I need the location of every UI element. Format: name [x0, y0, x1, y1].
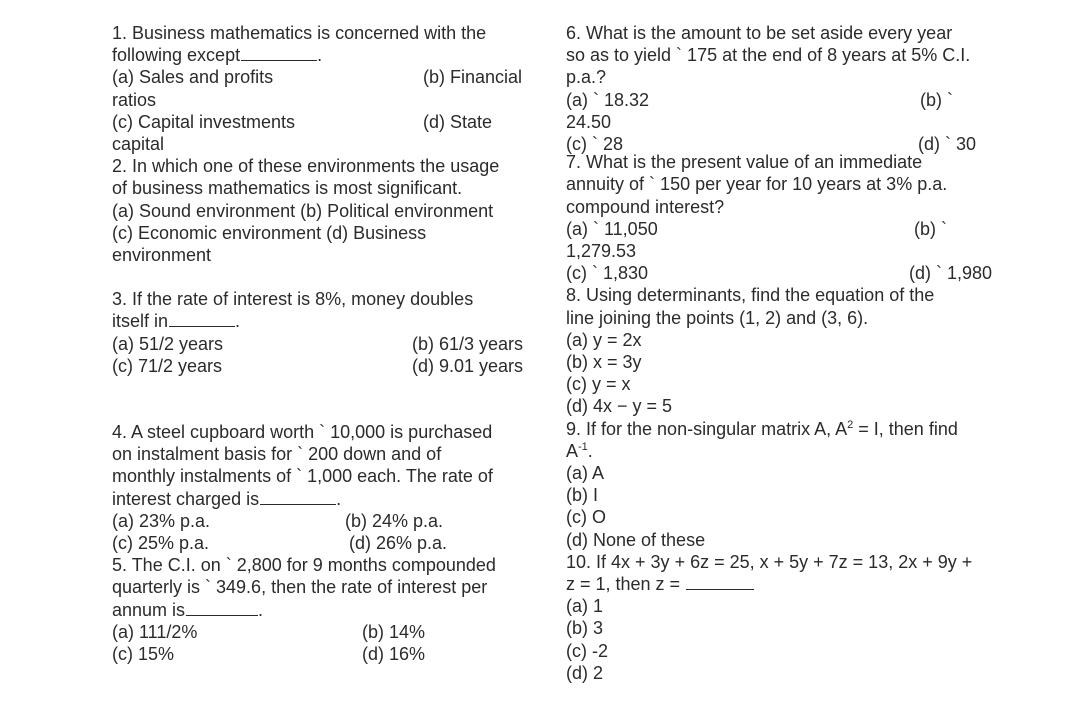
question-5-period: .	[258, 599, 264, 620]
question-7-line-3: compound interest?	[566, 196, 725, 217]
option-b: (b) `	[920, 89, 953, 110]
option-c: (c) 25% p.a.	[112, 532, 210, 553]
question-1	[112, 22, 537, 155]
option-b-continued: 1,279.53	[566, 240, 637, 261]
option-a: (a) 111/2%	[112, 621, 198, 642]
question-3-period: .	[235, 311, 241, 332]
answer-blank	[686, 575, 754, 590]
question-4-stem-end: interest charged is	[112, 488, 260, 509]
option-a: (a) ` 11,050	[566, 218, 658, 239]
option-c: (c) Capital investments	[112, 111, 296, 132]
option-d: (d) 9.01 years	[412, 355, 524, 376]
question-1-period: .	[317, 45, 323, 66]
option-d: (d) None of these	[566, 529, 706, 550]
option-a: (a) A	[566, 463, 605, 483]
question-9	[566, 418, 1006, 551]
question-6-options-cd	[566, 133, 1006, 155]
option-d: (d) 26% p.a.	[349, 532, 448, 553]
question-1-line-1: 1. Business mathematics is concerned with the	[112, 23, 487, 43]
question-4-options-cd	[112, 532, 537, 554]
question-4-options-ab	[112, 510, 537, 532]
question-2-line-2: of business mathematics is most significant.	[112, 178, 463, 199]
option-a: (a) 1	[566, 596, 604, 617]
question-5-line-2: quarterly is ` 349.6, then the rate of interest per	[112, 577, 488, 598]
option-a: (a) Sales and profits	[112, 67, 274, 88]
question-1-stem-end: following except	[112, 45, 241, 66]
question-4-line-3: monthly instalments of ` 1,000 each. The rate of	[112, 466, 493, 487]
question-4	[112, 421, 537, 554]
question-5-line-1: 5. The C.I. on ` 2,800 for 9 months compounded	[112, 555, 496, 576]
question-3-line-1: 3. If the rate of interest is 8%, money doubles	[112, 289, 474, 310]
question-10-line-2	[566, 573, 1006, 595]
question-7-options-ab	[566, 218, 1006, 240]
option-c: (c) ` 28	[566, 134, 624, 154]
option-c: (c) y = x	[566, 374, 631, 395]
option-b: (b) 3	[566, 618, 604, 639]
question-5-options-cd	[112, 643, 537, 665]
option-a: (a) y = 2x	[566, 329, 642, 350]
question-9-stem-end: = I, then find	[853, 418, 958, 439]
question-10-stem-end: z = 1, then z =	[566, 574, 681, 595]
question-6-options-ab	[566, 89, 1006, 111]
question-9-line-2	[566, 440, 1006, 462]
right-column	[566, 22, 1006, 684]
question-3-options-ab	[112, 333, 537, 355]
answer-blank	[241, 46, 317, 61]
question-10	[566, 551, 1006, 684]
question-4-line-4	[112, 488, 537, 510]
option-c: (c) 15%	[112, 643, 175, 664]
option-b: (b) `	[914, 218, 947, 239]
question-5-options-ab	[112, 621, 537, 643]
question-1-options-ab	[112, 66, 537, 88]
question-6-line-2: so as to yield ` 175 at the end of 8 years at 5% C.I.	[566, 45, 971, 66]
question-9-line-1	[566, 418, 1006, 440]
option-c: (c) -2	[566, 640, 608, 661]
answer-blank	[186, 601, 258, 616]
question-8-line-2: line joining the points (1, 2) and (3, 6).	[566, 307, 869, 328]
question-2-line-1: 2. In which one of these environments the usage	[112, 156, 500, 177]
option-c: (c) O	[566, 507, 606, 528]
spacer	[112, 399, 537, 421]
option-d-continued: capital	[112, 133, 165, 154]
option-b: (b) x = 3y	[566, 351, 642, 372]
question-7-options-cd	[566, 262, 1006, 284]
option-d: (d) 2	[566, 662, 604, 683]
option-d: (d) 4x − y = 5	[566, 396, 673, 417]
question-4-line-2: on instalment basis for ` 200 down and of	[112, 444, 442, 465]
question-6-line-1: 6. What is the amount to be set aside every year	[566, 23, 953, 43]
question-9-period: .	[587, 440, 593, 461]
question-4-line-1: 4. A steel cupboard worth ` 10,000 is purchased	[112, 421, 493, 442]
option-d: (d) 16%	[362, 643, 426, 664]
option-c: (c) 71/2 years	[112, 355, 223, 376]
question-9-stem-start: 9. If for the non-singular matrix A, A	[566, 418, 848, 439]
option-a: (a) 51/2 years	[112, 333, 224, 354]
question-6	[566, 22, 1006, 155]
question-5-line-3	[112, 599, 537, 621]
question-4-period: .	[336, 488, 342, 509]
question-8-line-1: 8. Using determinants, find the equation of the	[566, 285, 935, 306]
question-2-option-d-continued: environment	[112, 245, 212, 265]
question-3-options-cd	[112, 355, 537, 377]
exponent: 2	[847, 418, 854, 431]
answer-blank	[260, 490, 336, 505]
option-b: (b) 24% p.a.	[345, 510, 444, 531]
question-7-line-1: 7. What is the present value of an immediate	[566, 152, 923, 173]
option-a: (a) 23% p.a.	[112, 510, 211, 531]
question-2	[112, 155, 537, 266]
option-d: (d) State	[423, 111, 493, 132]
inverse-exponent: -1	[578, 440, 588, 453]
option-b-continued: ratios	[112, 89, 157, 110]
option-d: (d) ` 30	[918, 134, 977, 154]
question-3-stem-end: itself in	[112, 311, 169, 332]
option-d: (d) ` 1,980	[909, 263, 993, 284]
question-6-line-3: p.a.?	[566, 67, 607, 88]
option-b: (b) Financial	[423, 67, 523, 88]
option-b: (b) 14%	[362, 621, 426, 642]
question-10-line-1: 10. If 4x + 3y + 6z = 25, x + 5y + 7z = 13, 2x + 9y +	[566, 551, 973, 572]
option-b: (b) I	[566, 485, 599, 506]
left-column	[112, 22, 537, 665]
question-5-stem-end: annum is	[112, 599, 186, 620]
option-b: (b) 61/3 years	[412, 333, 524, 354]
option-a: (a) ` 18.32	[566, 89, 650, 110]
answer-blank	[169, 312, 235, 327]
spacer	[112, 377, 537, 399]
question-1-line-2	[112, 44, 537, 66]
question-3-line-2	[112, 310, 537, 332]
question-2-options-cd: (c) Economic environment (d) Business	[112, 222, 427, 243]
question-7-line-2: annuity of ` 150 per year for 10 years at 3% p.a.	[566, 174, 948, 195]
option-b-continued: 24.50	[566, 111, 612, 132]
question-1-options-cd	[112, 111, 537, 133]
spacer	[112, 266, 537, 288]
question-2-options-ab: (a) Sound environment (b) Political environment	[112, 200, 494, 221]
matrix-symbol: A	[566, 440, 579, 461]
question-5	[112, 554, 537, 665]
question-3	[112, 288, 537, 377]
option-c: (c) ` 1,830	[566, 263, 649, 284]
question-7	[566, 151, 1006, 284]
question-8	[566, 284, 1006, 417]
